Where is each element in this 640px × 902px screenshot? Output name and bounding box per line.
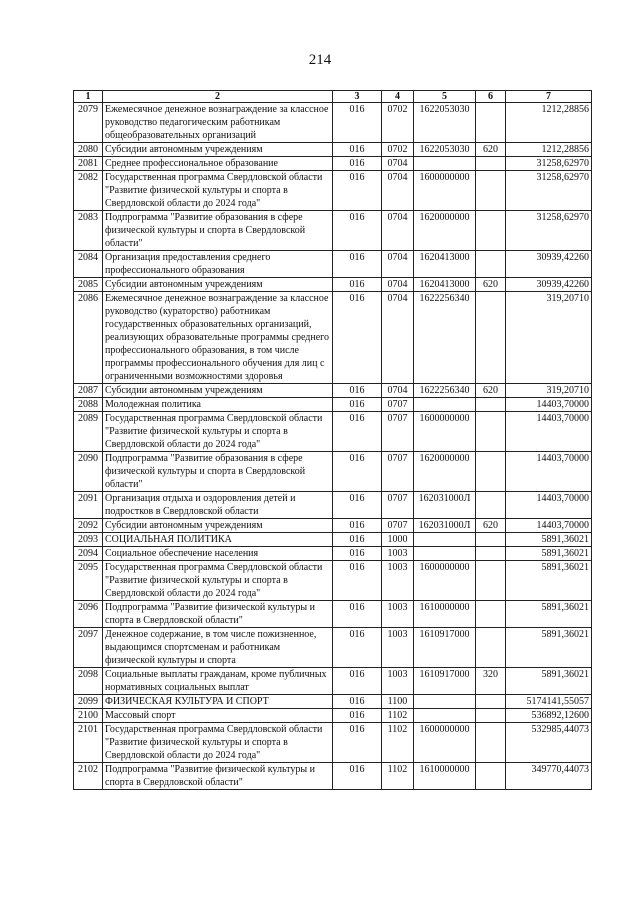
row-section-cell: 0704 — [382, 211, 414, 251]
row-vid-cell — [476, 398, 506, 412]
row-sum-cell: 5891,36021 — [506, 561, 592, 601]
row-grbs-cell: 016 — [333, 157, 382, 171]
row-target-cell: 1622053030 — [414, 143, 476, 157]
row-vid-cell — [476, 547, 506, 561]
row-target-cell — [414, 398, 476, 412]
row-number-cell: 2097 — [74, 628, 103, 668]
row-vid-cell — [476, 561, 506, 601]
row-sum-cell: 14403,70000 — [506, 412, 592, 452]
row-section-cell: 0704 — [382, 171, 414, 211]
row-grbs-cell: 016 — [333, 547, 382, 561]
table-row — [74, 398, 592, 412]
table-row — [74, 533, 592, 547]
row-number-cell: 2101 — [74, 723, 103, 763]
row-grbs-cell: 016 — [333, 384, 382, 398]
page-number: 214 — [308, 52, 332, 68]
row-target-cell — [414, 709, 476, 723]
row-name-cell: Субсидии автономным учреждениям — [103, 384, 333, 398]
row-name-cell: Субсидии автономным учреждениям — [103, 278, 333, 292]
row-name-cell: Массовый спорт — [103, 709, 333, 723]
row-grbs-cell: 016 — [333, 412, 382, 452]
row-vid-cell — [476, 292, 506, 384]
table-row — [74, 452, 592, 492]
row-section-cell: 1100 — [382, 695, 414, 709]
row-section-cell: 1102 — [382, 709, 414, 723]
row-section-cell: 0707 — [382, 452, 414, 492]
row-sum-cell: 30939,42260 — [506, 251, 592, 278]
row-grbs-cell: 016 — [333, 278, 382, 292]
table-row — [74, 668, 592, 695]
row-grbs-cell: 016 — [333, 143, 382, 157]
table-row — [74, 171, 592, 211]
row-vid-cell — [476, 628, 506, 668]
row-section-cell: 0704 — [382, 384, 414, 398]
row-section-cell: 1003 — [382, 668, 414, 695]
row-grbs-cell: 016 — [333, 171, 382, 211]
row-target-cell: 1620413000 — [414, 251, 476, 278]
table-row — [74, 547, 592, 561]
row-name-cell: Ежемесячное денежное вознаграждение за классное руководство (кураторство) работникам государственных образовательных организаций, реализующих образовательные программы среднего профессионального образования, в том числе программы профессионального обучения для лиц с ограниченными возможностями здоровья — [103, 292, 333, 384]
row-vid-cell — [476, 211, 506, 251]
table-row — [74, 157, 592, 171]
row-vid-cell — [476, 103, 506, 143]
header-cell: 6 — [476, 91, 506, 103]
row-vid-cell: 620 — [476, 278, 506, 292]
row-sum-cell: 5174141,55057 — [506, 695, 592, 709]
table-row — [74, 278, 592, 292]
row-grbs-cell: 016 — [333, 452, 382, 492]
header-cell: 4 — [382, 91, 414, 103]
row-number-cell: 2084 — [74, 251, 103, 278]
row-target-cell: 1620413000 — [414, 278, 476, 292]
row-target-cell: 1600000000 — [414, 412, 476, 452]
row-target-cell: 1610000000 — [414, 763, 476, 790]
row-sum-cell: 532985,44073 — [506, 723, 592, 763]
row-vid-cell — [476, 157, 506, 171]
row-grbs-cell: 016 — [333, 251, 382, 278]
row-vid-cell — [476, 492, 506, 519]
row-target-cell: 1600000000 — [414, 171, 476, 211]
row-sum-cell: 31258,62970 — [506, 211, 592, 251]
row-target-cell: 1620000000 — [414, 211, 476, 251]
row-grbs-cell: 016 — [333, 628, 382, 668]
table-row — [74, 251, 592, 278]
row-name-cell: Подпрограмма "Развитие физической культуры и спорта в Свердловской области" — [103, 763, 333, 790]
row-name-cell: Социальные выплаты гражданам, кроме публичных нормативных социальных выплат — [103, 668, 333, 695]
row-sum-cell: 5891,36021 — [506, 533, 592, 547]
row-name-cell: Социальное обеспечение населения — [103, 547, 333, 561]
row-sum-cell: 14403,70000 — [506, 519, 592, 533]
row-grbs-cell: 016 — [333, 561, 382, 601]
row-grbs-cell: 016 — [333, 668, 382, 695]
row-vid-cell: 320 — [476, 668, 506, 695]
row-target-cell: 1622256340 — [414, 384, 476, 398]
header-row — [74, 91, 592, 103]
table-row — [74, 709, 592, 723]
row-target-cell: 1622053030 — [414, 103, 476, 143]
table-row — [74, 695, 592, 709]
table-row — [74, 492, 592, 519]
row-name-cell: Ежемесячное денежное вознаграждение за классное руководство педагогическим работникам общеобразовательных организаций — [103, 103, 333, 143]
row-section-cell: 1003 — [382, 547, 414, 561]
row-section-cell: 0704 — [382, 251, 414, 278]
row-name-cell: Организация предоставления среднего профессионального образования — [103, 251, 333, 278]
row-vid-cell — [476, 709, 506, 723]
table-body — [74, 103, 592, 790]
row-number-cell: 2093 — [74, 533, 103, 547]
row-number-cell: 2092 — [74, 519, 103, 533]
row-sum-cell: 349770,44073 — [506, 763, 592, 790]
row-grbs-cell: 016 — [333, 492, 382, 519]
row-name-cell: Молодежная политика — [103, 398, 333, 412]
row-sum-cell: 5891,36021 — [506, 628, 592, 668]
row-grbs-cell: 016 — [333, 533, 382, 547]
row-name-cell: СОЦИАЛЬНАЯ ПОЛИТИКА — [103, 533, 333, 547]
header-cell: 5 — [414, 91, 476, 103]
row-name-cell: Субсидии автономным учреждениям — [103, 519, 333, 533]
row-name-cell: ФИЗИЧЕСКАЯ КУЛЬТУРА И СПОРТ — [103, 695, 333, 709]
row-number-cell: 2090 — [74, 452, 103, 492]
row-sum-cell: 14403,70000 — [506, 398, 592, 412]
row-section-cell: 1000 — [382, 533, 414, 547]
row-number-cell: 2094 — [74, 547, 103, 561]
row-sum-cell: 5891,36021 — [506, 668, 592, 695]
row-vid-cell — [476, 452, 506, 492]
row-target-cell: 162031000Л — [414, 492, 476, 519]
row-sum-cell: 319,20710 — [506, 384, 592, 398]
row-section-cell: 1003 — [382, 561, 414, 601]
row-number-cell: 2096 — [74, 601, 103, 628]
row-target-cell — [414, 547, 476, 561]
table-row — [74, 763, 592, 790]
row-vid-cell — [476, 723, 506, 763]
row-sum-cell: 14403,70000 — [506, 452, 592, 492]
header-cell: 7 — [506, 91, 592, 103]
row-section-cell: 0704 — [382, 157, 414, 171]
row-section-cell: 1102 — [382, 723, 414, 763]
row-grbs-cell: 016 — [333, 723, 382, 763]
row-vid-cell — [476, 763, 506, 790]
row-section-cell: 1102 — [382, 763, 414, 790]
budget-table — [73, 90, 592, 790]
row-vid-cell — [476, 601, 506, 628]
row-name-cell: Организация отдыха и оздоровления детей и подростков в Свердловской области — [103, 492, 333, 519]
row-vid-cell — [476, 412, 506, 452]
row-section-cell: 1003 — [382, 601, 414, 628]
row-grbs-cell: 016 — [333, 763, 382, 790]
row-sum-cell: 1212,28856 — [506, 103, 592, 143]
row-name-cell: Государственная программа Свердловской области "Развитие физической культуры и спорта в Свердловской области до 2024 года" — [103, 561, 333, 601]
table-row — [74, 412, 592, 452]
header-cell: 2 — [103, 91, 333, 103]
row-grbs-cell: 016 — [333, 398, 382, 412]
row-number-cell: 2091 — [74, 492, 103, 519]
row-number-cell: 2099 — [74, 695, 103, 709]
row-vid-cell — [476, 171, 506, 211]
table-row — [74, 143, 592, 157]
row-section-cell: 0707 — [382, 519, 414, 533]
table-row — [74, 723, 592, 763]
row-number-cell: 2086 — [74, 292, 103, 384]
row-section-cell: 0704 — [382, 292, 414, 384]
row-section-cell: 0702 — [382, 103, 414, 143]
row-number-cell: 2095 — [74, 561, 103, 601]
row-target-cell — [414, 157, 476, 171]
table-row — [74, 601, 592, 628]
row-number-cell: 2098 — [74, 668, 103, 695]
row-target-cell: 162031000Л — [414, 519, 476, 533]
row-sum-cell: 5891,36021 — [506, 601, 592, 628]
row-target-cell — [414, 695, 476, 709]
row-target-cell: 1600000000 — [414, 561, 476, 601]
header-cell: 1 — [74, 91, 103, 103]
row-number-cell: 2083 — [74, 211, 103, 251]
table-row — [74, 628, 592, 668]
table-row — [74, 561, 592, 601]
row-name-cell: Денежное содержание, в том числе пожизненное, выдающимся спортсменам и работникам физической культуры и спорта — [103, 628, 333, 668]
row-vid-cell — [476, 695, 506, 709]
row-target-cell: 1610000000 — [414, 601, 476, 628]
row-sum-cell: 1212,28856 — [506, 143, 592, 157]
row-number-cell: 2100 — [74, 709, 103, 723]
row-target-cell: 1610917000 — [414, 668, 476, 695]
row-section-cell: 1003 — [382, 628, 414, 668]
header-cell: 3 — [333, 91, 382, 103]
row-target-cell: 1622256340 — [414, 292, 476, 384]
row-grbs-cell: 016 — [333, 519, 382, 533]
row-grbs-cell: 016 — [333, 709, 382, 723]
row-number-cell: 2087 — [74, 384, 103, 398]
row-number-cell: 2079 — [74, 103, 103, 143]
row-number-cell: 2089 — [74, 412, 103, 452]
row-target-cell: 1610917000 — [414, 628, 476, 668]
row-sum-cell: 14403,70000 — [506, 492, 592, 519]
row-sum-cell: 31258,62970 — [506, 157, 592, 171]
row-name-cell: Среднее профессиональное образование — [103, 157, 333, 171]
row-grbs-cell: 016 — [333, 601, 382, 628]
row-number-cell: 2085 — [74, 278, 103, 292]
row-number-cell: 2102 — [74, 763, 103, 790]
row-number-cell: 2082 — [74, 171, 103, 211]
row-sum-cell: 319,20710 — [506, 292, 592, 384]
row-name-cell: Субсидии автономным учреждениям — [103, 143, 333, 157]
table-row — [74, 103, 592, 143]
row-sum-cell: 31258,62970 — [506, 171, 592, 211]
row-grbs-cell: 016 — [333, 103, 382, 143]
row-name-cell: Подпрограмма "Развитие физической культуры и спорта в Свердловской области" — [103, 601, 333, 628]
row-sum-cell: 30939,42260 — [506, 278, 592, 292]
row-name-cell: Подпрограмма "Развитие образования в сфере физической культуры и спорта в Свердловской области" — [103, 452, 333, 492]
row-sum-cell: 5891,36021 — [506, 547, 592, 561]
row-name-cell: Государственная программа Свердловской области "Развитие физической культуры и спорта в Свердловской области до 2024 года" — [103, 412, 333, 452]
row-number-cell: 2080 — [74, 143, 103, 157]
row-number-cell: 2088 — [74, 398, 103, 412]
row-grbs-cell: 016 — [333, 292, 382, 384]
table-row — [74, 211, 592, 251]
row-name-cell: Государственная программа Свердловской области "Развитие физической культуры и спорта в Свердловской области до 2024 года" — [103, 723, 333, 763]
row-name-cell: Государственная программа Свердловской области "Развитие физической культуры и спорта в Свердловской области до 2024 года" — [103, 171, 333, 211]
table-row — [74, 292, 592, 384]
row-section-cell: 0707 — [382, 398, 414, 412]
row-vid-cell: 620 — [476, 384, 506, 398]
table-row — [74, 519, 592, 533]
row-target-cell: 1600000000 — [414, 723, 476, 763]
row-section-cell: 0702 — [382, 143, 414, 157]
row-section-cell: 0704 — [382, 278, 414, 292]
row-number-cell: 2081 — [74, 157, 103, 171]
row-section-cell: 0707 — [382, 492, 414, 519]
row-vid-cell: 620 — [476, 143, 506, 157]
row-grbs-cell: 016 — [333, 695, 382, 709]
row-vid-cell — [476, 251, 506, 278]
row-target-cell: 1620000000 — [414, 452, 476, 492]
row-vid-cell: 620 — [476, 519, 506, 533]
row-section-cell: 0707 — [382, 412, 414, 452]
row-name-cell: Подпрограмма "Развитие образования в сфере физической культуры и спорта в Свердловской области" — [103, 211, 333, 251]
row-grbs-cell: 016 — [333, 211, 382, 251]
row-vid-cell — [476, 533, 506, 547]
row-target-cell — [414, 533, 476, 547]
row-sum-cell: 536892,12600 — [506, 709, 592, 723]
table-row — [74, 384, 592, 398]
